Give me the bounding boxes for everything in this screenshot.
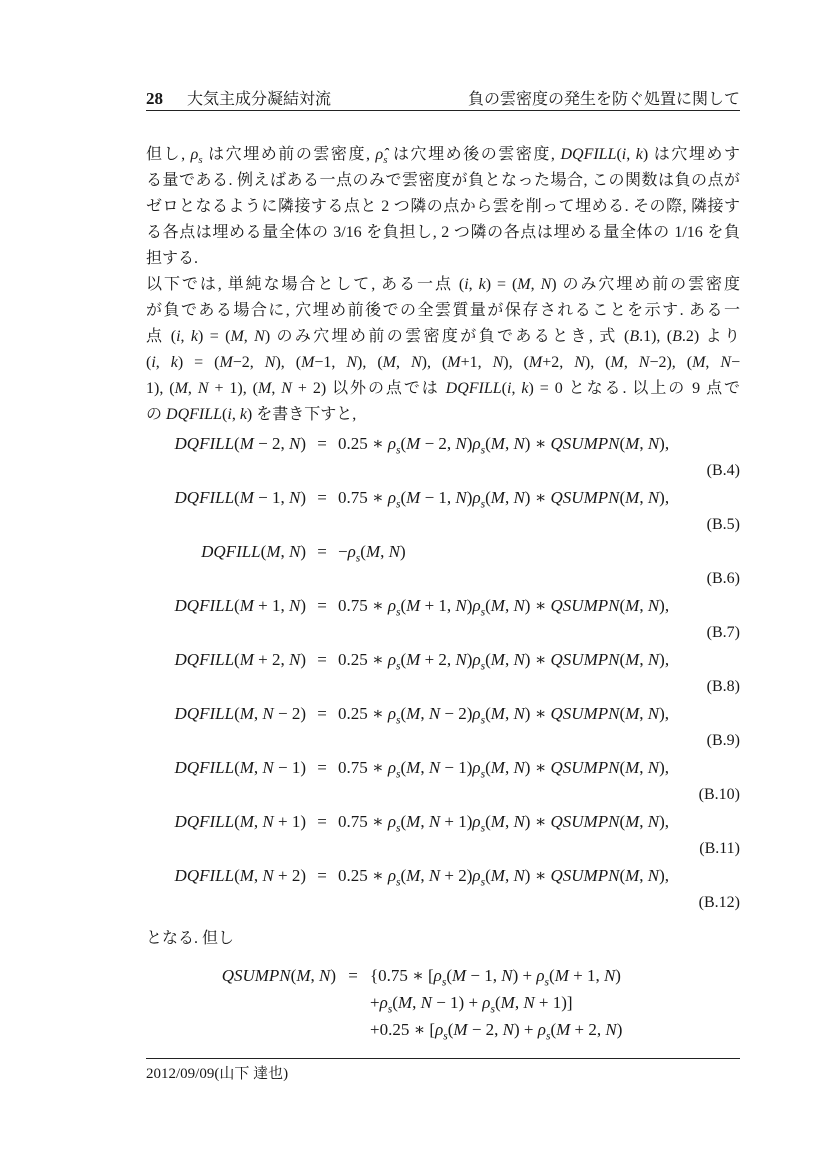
equation-b4 (146, 430, 740, 484)
text-line: (i, k) = (M−2, N), (M−1, N), (M, N), (M+1, N), (M+2, N), (M, N−2), (M, N− (146, 354, 741, 371)
equals-sign: = (317, 488, 327, 507)
equation-lhs: DQFILL(M, N − 2) (174, 704, 306, 723)
equals-sign: = (317, 704, 327, 723)
equation-rhs: {0.75 ∗ [$\rho_s(M - 1$, $N) + \rho_s(M + 1$, N) (370, 966, 621, 989)
equation-rhs: 0.25 ∗ $\rho_s(M - 2$, $N)\rho_s(M$, N) ∗ QSUMPN(M, N), (338, 434, 670, 457)
equation-rhs: 0.75 ∗ $\rho_s(M - 1$, $N)\rho_s(M$, N) ∗ QSUMPN(M, N), (338, 488, 670, 511)
equation-lhs: DQFILL(M, N + 2) (174, 866, 306, 885)
equation-label: (B.10) (698, 786, 740, 803)
equals-sign: = (317, 866, 327, 885)
equals-sign: = (348, 966, 358, 985)
text-line: ゼロとなるように隣接する点と 2 つ隣の点から雲を削って埋める. その際, 隣接す (146, 198, 740, 215)
text-line: が負である場合に, 穴埋め前後での全雲質量が保存されることを示す. ある一 (146, 302, 740, 319)
equation-lhs: DQFILL(M + 1, N) (174, 596, 306, 615)
paragraph-1 (146, 142, 740, 272)
text-line: 点 (i, k) = (M, N) のみ穴埋め前の雲密度が負であるとき, 式 (B.1), (B.2) より (146, 328, 740, 345)
equation-lhs: QSUMPN(M, N) (221, 966, 336, 985)
equation-b5 (146, 484, 740, 538)
closing-text: となる. 但し (146, 930, 235, 947)
equation-lhs: DQFILL(M + 2, N) (174, 650, 306, 669)
text-line: 但し, $\rho_s$ は穴埋め前の雲密度, $\rhô_s$ は穴埋め後の雲密度, DQFILL(i, k) は穴埋めす (146, 146, 740, 167)
equals-sign: = (317, 596, 327, 615)
equation-list (146, 430, 740, 916)
equation-b12 (146, 862, 740, 916)
equation-lhs: DQFILL(M, N) (201, 542, 306, 561)
equation-lhs: DQFILL(M − 1, N) (174, 488, 306, 507)
running-title-left: 大気主成分凝結対流 (187, 91, 332, 108)
equation-b7 (146, 592, 740, 646)
page-number: 28 (146, 89, 163, 108)
equation-rhs: $-\rho_s(M$, N) (338, 542, 406, 565)
header-rule (146, 110, 740, 111)
equation-rhs: 0.75 ∗ $\rho_s(M$, $N - 1)\rho_s(M$, N) ∗ QSUMPN(M, N), (338, 758, 670, 781)
paragraph-2 (146, 272, 740, 428)
equation-label: (B.6) (706, 570, 740, 587)
text-line: 1), (M, N + 1), (M, N + 2) 以外の点では DQFILL(i, k) = 0 となる. 以上の 9 点で (146, 380, 740, 397)
text-line: 以下では, 単純な場合として, ある一点 (i, k) = (M, N) のみ穴埋め前の雲密度 (146, 276, 740, 293)
equation-b9 (146, 700, 740, 754)
equation-label: (B.7) (706, 624, 740, 641)
equals-sign: = (317, 434, 327, 453)
equals-sign: = (317, 758, 327, 777)
equals-sign: = (317, 650, 327, 669)
equation-lhs: DQFILL(M − 2, N) (174, 434, 306, 453)
text-line: 担する. (146, 250, 199, 267)
text-line: る量である. 例えばある一点のみで雲密度が負となった場合, この関数は負の点が (146, 172, 740, 189)
footer-date-author: 2012/09/09(山下 達也) (146, 1066, 289, 1082)
equation-label: (B.9) (706, 732, 740, 749)
equation-b6 (146, 538, 740, 592)
equation-b8 (146, 646, 740, 700)
equals-sign: = (317, 542, 327, 561)
equation-rhs: 0.25 ∗ $\rho_s(M + 2$, $N)\rho_s(M$, N) ∗ QSUMPN(M, N), (338, 650, 670, 673)
equation-rhs: 0.25 ∗ $\rho_s(M$, $N - 2)\rho_s(M$, N) ∗ QSUMPN(M, N), (338, 704, 670, 727)
equation-b11 (146, 808, 740, 862)
equation-b10 (146, 754, 740, 808)
equation-label: (B.4) (706, 462, 740, 479)
equation-rhs-continuation: $+\rho_s(M$, $N - 1) + \rho_s(M$, N + 1)] (370, 993, 573, 1016)
footer-rule (146, 1058, 740, 1059)
equation-label: (B.11) (699, 840, 740, 857)
equation-rhs: 0.75 ∗ $\rho_s(M + 1$, $N)\rho_s(M$, N) ∗ QSUMPN(M, N), (338, 596, 670, 619)
equation-lhs: DQFILL(M, N − 1) (174, 758, 306, 777)
qsumpn-equation (146, 962, 740, 1043)
equals-sign: = (317, 812, 327, 831)
equation-rhs: 0.75 ∗ $\rho_s(M$, $N + 1)\rho_s(M$, N) ∗ QSUMPN(M, N), (338, 812, 670, 835)
equation-label: (B.5) (706, 516, 740, 533)
equation-rhs-continuation: +0.25 ∗ [$\rho_s(M - 2$, $N) + \rho_s(M + 2$, N) (370, 1020, 623, 1043)
page-header (146, 86, 740, 109)
text-line: の DQFILL(i, k) を書き下すと, (146, 406, 357, 423)
equation-rhs: 0.25 ∗ $\rho_s(M$, $N + 2)\rho_s(M$, N) ∗ QSUMPN(M, N), (338, 866, 670, 889)
equation-lhs: DQFILL(M, N + 1) (174, 812, 306, 831)
equation-label: (B.8) (706, 678, 740, 695)
text-line: る各点は埋める量全体の 3/16 を負担し, 2 つ隣の各点は埋める量全体の 1/16 を負 (146, 224, 740, 241)
running-title-right: 負の雲密度の発生を防ぐ処置に関して (467, 91, 740, 108)
equation-label: (B.12) (698, 894, 740, 911)
